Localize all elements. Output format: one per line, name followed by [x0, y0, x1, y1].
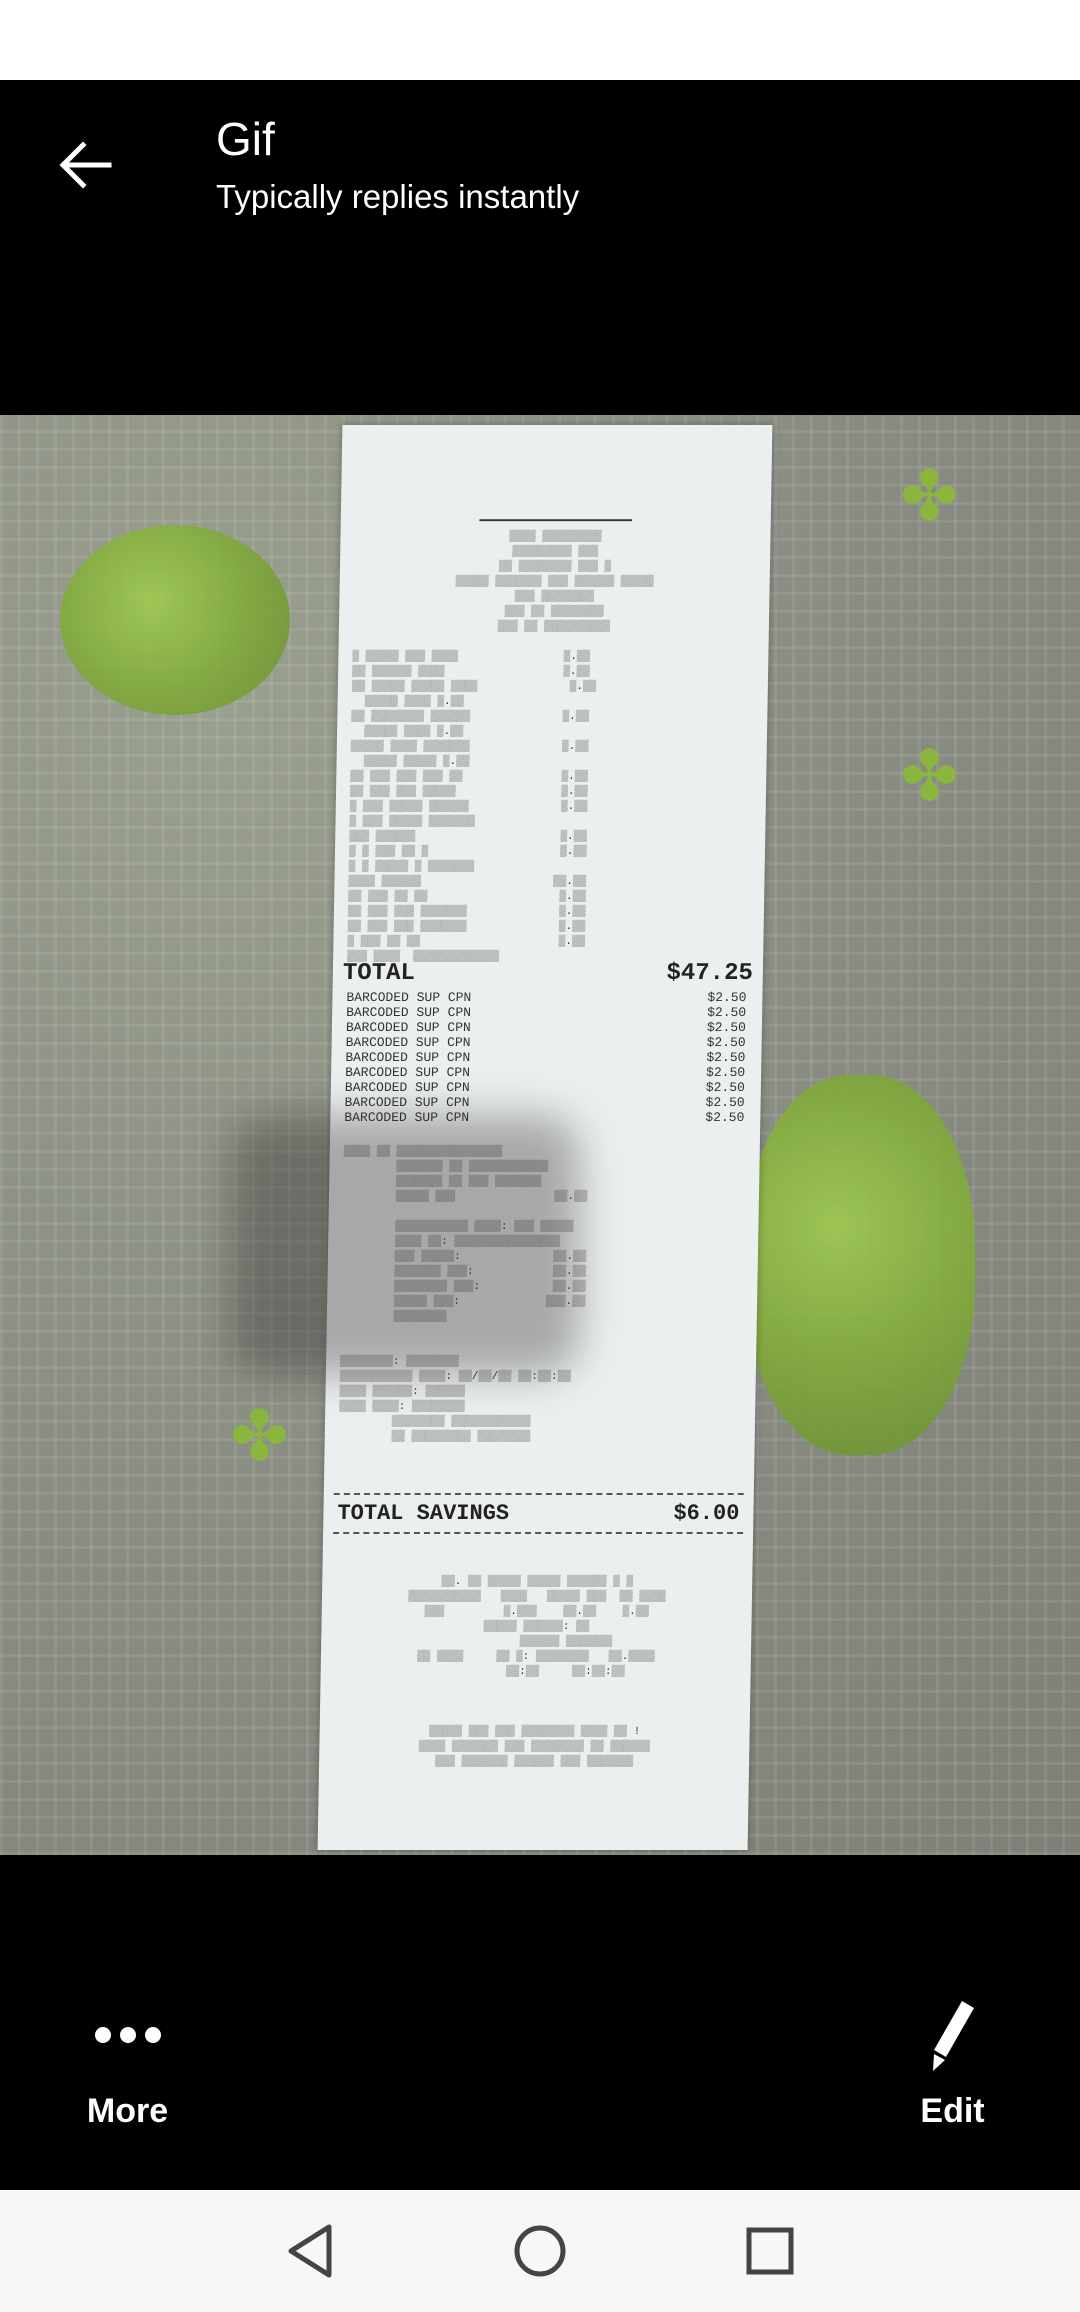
background-sprig: ✤ — [900, 737, 959, 815]
arrow-left-icon — [57, 137, 113, 193]
system-navigation-bar — [0, 2190, 1080, 2312]
edit-button[interactable] — [885, 1990, 1020, 2131]
coupon-row: BARCODED SUP CPN $2.50 — [346, 1005, 747, 1020]
status-bar — [0, 0, 1080, 80]
receipt-transaction-details: ▒▒▒▒ ▒▒ ▒▒▒▒▒▒▒▒▒▒▒▒▒▒▒▒ ▒▒▒▒▒▒▒ ▒▒ ▒▒▒▒▒▒▒▒▒▒▒▒ ▒▒▒▒▒▒▒ ▒▒ ▒▒▒ ▒▒▒▒▒▒▒ ▒▒▒▒▒ ▒▒▒ ▒▒.▒▒ ▒▒▒▒▒▒▒▒▒▒▒ ▒▒▒▒: ▒▒▒ ▒▒▒▒▒ ▒▒▒▒ ▒▒: ▒▒▒▒▒▒▒▒▒▒▒▒▒▒▒▒ ▒▒▒ ▒▒▒▒▒: ▒▒.▒▒ ▒▒▒▒▒▒▒ ▒▒▒: ▒▒.▒▒ ▒▒▒▒▒▒▒▒ ▒▒▒: ▒▒.▒▒ ▒▒▒▒▒ ▒▒▒: ▒▒▒.▒▒ ▒▒▒▒▒▒▒▒ ▒▒▒▒▒▒▒▒: ▒▒▒▒▒▒▒▒ ▒▒▒▒▒▒▒▒▒▒▒ ▒▒▒▒: ▒▒/▒▒/▒▒ ▒▒:▒▒:▒▒ ▒▒▒▒ ▒▒▒▒▒▒: ▒▒▒▒▒▒ ▒▒▒▒ ▒▒▒▒: ▒▒▒▒▒▒▒▒ ▒▒▒▒▒▒▒▒ ▒▒▒▒▒▒▒▒▒▒▒▒ ▒▒ ▒▒▒▒▒▒▒▒▒ ▒▒▒▒▒▒▒▒ — [338, 1146, 588, 1443]
receipt-savings-value: $6.00 — [673, 1501, 740, 1526]
triangle-back-icon — [285, 2223, 335, 2279]
receipt-coupons — [344, 990, 746, 1125]
more-button[interactable] — [60, 1990, 195, 2131]
hand-shadow — [230, 1115, 580, 1375]
background-sprig: ✤ — [900, 457, 959, 535]
edit-label: Edit — [920, 2092, 985, 2130]
receipt-savings-label: TOTAL SAVINGS — [337, 1501, 510, 1526]
pencil-icon — [885, 1990, 1020, 2080]
chat-title: Gif — [216, 113, 275, 165]
receipt-total-label: TOTAL — [342, 960, 416, 987]
coupon-row: BARCODED SUP CPN $2.50 — [346, 990, 747, 1005]
coupon-row: BARCODED SUP CPN $2.50 — [344, 1080, 746, 1095]
receipt-total-value: $47.25 — [666, 960, 754, 987]
receipt-items: ▒ ▒▒▒▒▒ ▒▒▒ ▒▒▒▒ ▒.▒▒ ▒▒ ▒▒▒▒▒▒ ▒▒▒▒ ▒.▒▒ ▒▒ ▒▒▒▒▒ ▒▒▒▒▒ ▒▒▒▒ ▒.▒▒ ▒▒▒▒▒ ▒▒▒▒ ▒.▒▒ ▒▒ ▒▒▒▒▒▒▒▒ ▒▒▒▒▒▒ ▒.▒▒ ▒▒▒▒▒ ▒▒▒▒ ▒.▒▒ ▒▒▒▒▒ ▒▒▒▒ ▒▒▒▒▒▒▒ ▒.▒▒ ▒▒▒▒▒ ▒▒▒▒▒ ▒.▒▒ ▒▒ ▒▒▒ ▒▒▒ ▒▒▒ ▒▒ ▒.▒▒ ▒▒ ▒▒▒ ▒▒▒ ▒▒▒▒▒ ▒.▒▒ ▒ ▒▒▒ ▒▒▒▒▒ ▒▒▒▒▒▒ ▒.▒▒ ▒ ▒▒▒ ▒▒▒▒▒ ▒▒▒▒▒▒▒ ▒▒▒ ▒▒▒▒▒▒ ▒.▒▒ ▒ ▒ ▒▒▒ ▒▒ ▒ ▒.▒▒ ▒ ▒ ▒▒▒▒▒ ▒ ▒▒▒▒▒▒▒ ▒▒▒▒ ▒▒▒▒▒▒ ▒▒.▒▒ ▒▒ ▒▒▒ ▒▒ ▒▒ ▒.▒▒ ▒▒ ▒▒▒ ▒▒▒ ▒▒▒▒▒▒▒ ▒.▒▒ ▒▒ ▒▒▒ ▒▒▒ ▒▒▒▒▒▒▒ ▒.▒▒ ▒ ▒▒▒ ▒▒ ▒▒ ▒.▒▒ ▒▒▒ ▒▒▒▒ ▒▒▒▒▒▒▒▒▒▒▒▒▒ — [347, 651, 597, 963]
receipt-total — [343, 960, 753, 987]
background-leaf — [60, 525, 290, 715]
coupon-row: BARCODED SUP CPN $2.50 — [345, 1065, 746, 1080]
coupon-row: BARCODED SUP CPN $2.50 — [344, 1095, 745, 1110]
header — [0, 80, 1080, 415]
nav-home-button[interactable] — [505, 2218, 575, 2284]
receipt-tax-details: ▒▒. ▒▒ ▒▒▒▒▒ ▒▒▒▒▒ ▒▒▒▒▒▒ ▒ ▒ ▒▒▒▒▒▒▒▒▒▒▒ ▒▒▒▒ ▒▒▒▒▒ ▒▒▒ ▒▒ ▒▒▒▒ ▒▒▒ ▒.▒▒▒ ▒▒.▒▒ ▒.▒▒ ▒▒▒▒▒ ▒▒▒▒▒▒: ▒▒ ▒▒▒▒▒▒ ▒▒▒▒▒▒▒ ▒▒ ▒▒▒▒ ▒▒ ▒: ▒▒▒▒▒▒▒▒ ▒▒.▒▒▒▒ ▒▒:▒▒ ▒▒:▒▒:▒▒ — [408, 1576, 666, 1678]
coupon-row: BARCODED SUP CPN $2.50 — [345, 1035, 746, 1050]
coupon-row: BARCODED SUP CPN $2.50 — [345, 1020, 747, 1035]
more-label: More — [86, 2092, 169, 2130]
nav-back-button[interactable] — [275, 2218, 345, 2284]
receipt-photo[interactable] — [0, 415, 1080, 1855]
more-horizontal-icon — [60, 1990, 195, 2080]
back-button[interactable] — [50, 130, 120, 200]
background-sprig: ✤ — [230, 1397, 289, 1475]
square-recents-icon — [745, 2226, 795, 2276]
coupon-row: BARCODED SUP CPN $2.50 — [344, 1110, 745, 1125]
receipt-store-header: ━━━━━━━━━━━━━━━━━━━━━━━ ▒▒▒▒ ▒▒▒▒▒▒▒▒▒ ▒▒▒▒▒▒▒▒▒ ▒▒▒ ▒▒ ▒▒▒▒▒▒▒▒ ▒▒▒ ▒ ▒▒▒▒▒ ▒▒▒▒▒▒▒ ▒▒▒ ▒▒▒▒▒▒ ▒▒▒▒▒ ▒▒▒ ▒▒▒▒▒▒▒▒ ▒▒▒ ▒▒ ▒▒▒▒▒▒▒▒ ▒▒▒ ▒▒ ▒▒▒▒▒▒▒▒▒▒ — [455, 516, 654, 633]
coupon-row: BARCODED SUP CPN $2.50 — [345, 1050, 746, 1065]
receipt-footer: ▒▒▒▒▒ ▒▒▒ ▒▒▒ ▒▒▒▒▒▒▒▒ ▒▒▒▒ ▒▒ ! ▒▒▒▒ ▒▒▒▒▒▒▒ ▒▒▒ ▒▒▒▒▒▒▒▒ ▒▒ ▒▒▒▒▒▒ ▒▒▒ ▒▒▒▒▒▒▒ ▒▒▒▒▒▒ ▒▒▒ ▒▒▒▒▒▒▒ — [418, 1726, 650, 1768]
background-leaf — [745, 1075, 975, 1455]
receipt-savings — [333, 1493, 744, 1534]
chat-subtitle: Typically replies instantly — [216, 178, 580, 215]
circle-home-icon — [512, 2223, 568, 2279]
nav-recents-button[interactable] — [735, 2218, 805, 2284]
